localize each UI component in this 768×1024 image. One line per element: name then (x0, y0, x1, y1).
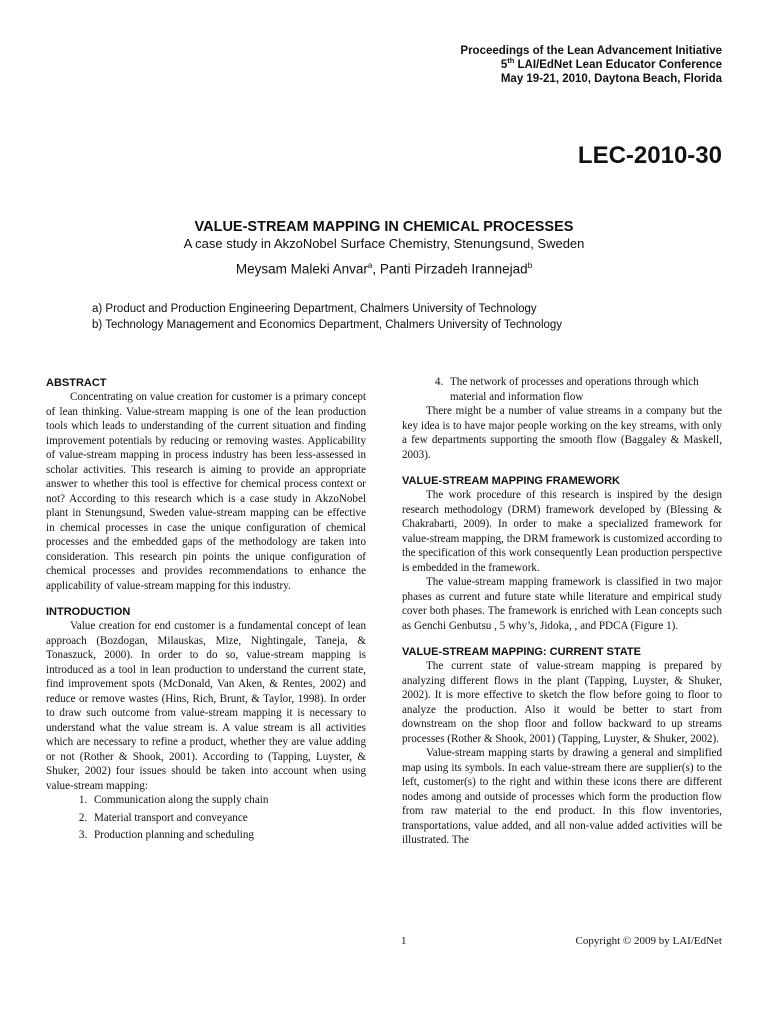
page-number: 1 (401, 935, 407, 947)
affiliations (92, 302, 562, 333)
authors (0, 261, 768, 277)
conference-header (302, 44, 722, 86)
affiliation-a: a) Product and Production Engineering Department, Chalmers University of Technology (92, 303, 537, 315)
title-block (0, 219, 768, 252)
author-1: Meysam Maleki Anvar (235, 261, 368, 277)
edition-suffix: th (507, 56, 515, 66)
edition-title: LAI/EdNet Lean Educator Conference (514, 59, 722, 71)
conference-edition (302, 58, 722, 72)
abstract-text: Concentrating on value creation for customer is a primary concept of lean thinking. Value-stream mapping is one of the lean production tools which leads to understanding of the current situation and finding improvement potentials by reducing or removing wastes. Applicability of value-stream mapping in process industry has been less-assessed in scholar activities. This research is aiming to provide an appropriate answer to whether this tool is effective for chemical process context or not? According to this research which is a case study in AkzoNobel plant in Stenungsund, Sweden value-stream mapping can be effective in chemical processes in case the unique configuration of chemical processes and the embedded gaps of the methodology are taken into consideration. This research pin points the unique configuration of chemical processes and provides recommendations to enhance the applicability of value-stream mapping for this industry. (46, 391, 366, 592)
introduction-heading: INTRODUCTION (46, 606, 131, 618)
current-state-paragraph-1: The current state of value-stream mapping is prepared by analyzing different flows in the plant (Tapping, Luyster, & Shuker, 2002). It is more effective to sketch the flow before going to floor to analyze the production. Also it would be better to start from downstream on the shop floor and follow backward to up streams processes (Rother & Shook, 2001) (Tapping, Luyster, & Shuker, 2002). (402, 660, 722, 745)
left-column (46, 376, 366, 846)
paper-title: VALUE-STREAM MAPPING IN CHEMICAL PROCESSES (194, 219, 574, 235)
abstract-heading: ABSTRACT (46, 377, 107, 389)
document-id: LEC-2010-30 (577, 142, 722, 169)
conference-name: Proceedings of the Lean Advancement Initiative (460, 45, 722, 57)
current-state-paragraph-2: Value-stream mapping starts by drawing a general and simplified map using its symbols. In each value-stream there are supplier(s) to the left, customer(s) to the right and within these icons there are different nodes among and outside of processes which form the production flow from raw material to the end product. In this flow inventories, transportations, value added, and all non-value added activities will be illustrated. The (402, 747, 722, 846)
list-item: 1. Communication along the supply chain (90, 793, 366, 808)
issues-list-continued (402, 375, 722, 404)
current-state-heading: VALUE-STREAM MAPPING: CURRENT STATE (402, 646, 641, 658)
edition-number: 5 (500, 59, 508, 71)
issues-list (46, 793, 366, 843)
author-separator: , (372, 261, 380, 277)
framework-paragraph-2: The value-stream mapping framework is classified in two major phases as current and future state while literature and empirical study cover both phases. The framework is enriched with Lean concepts such as Genchi Genbutsu , 5 why’s, Jidoka, , and PDCA (Figure 1). (402, 576, 722, 632)
conference-date-location: May 19-21, 2010, Daytona Beach, Florida (500, 73, 722, 85)
author-1-mark: a (367, 261, 373, 270)
list-item: 4. The network of processes and operations through which material and information flow (446, 375, 722, 404)
list-item: 3. Production planning and scheduling (90, 828, 366, 843)
list-item: 2. Material transport and conveyance (90, 811, 366, 826)
introduction-continuation: There might be a number of value streams in a company but the key idea is to have major people working on the key streams, with only a few departments supporting the smooth flow (Baggaley & Maskell, 2003). (402, 405, 722, 461)
author-2: Panti Pirzadeh Irannejad (379, 261, 528, 277)
right-column (402, 375, 722, 848)
affiliation-b: b) Technology Management and Economics Department, Chalmers University of Technology (92, 318, 563, 331)
author-2-mark: b (527, 261, 533, 270)
copyright-notice: Copyright © 2009 by LAI/EdNet (575, 935, 722, 947)
paper-subtitle: A case study in AkzoNobel Surface Chemistry, Stenungsund, Sweden (183, 236, 585, 251)
framework-heading: VALUE-STREAM MAPPING FRAMEWORK (402, 475, 620, 487)
introduction-text: Value creation for end customer is a fundamental concept of lean approach (Bozdogan, Milauskas, Mize, Nightingale, Taneja, & Tonaszuck, 2000). In order to do so, value-stream mapping is introduced as a tool in lean production to understand the current state, find improvement spots (McDonald, Van Aken, & Rentes, 2002) and reduce or remove wastes (Hins, Rich, Brunt, & Taylor, 1998). In order to draw such outcome from value-stream mapping it is necessary to understand what the value stream is. A value stream is all activities which are necessary to refine a product, whether they are value adding or not (Rother & Shook, 2001). According to (Tapping, Luyster, & Shuker, 2002) four issues should be taken into account when using value-stream mapping: (46, 620, 366, 792)
framework-paragraph-1: The work procedure of this research is inspired by the design research methodology (DRM) framework developed by (Blessing & Chakrabarti, 2009). In order to make a specialized framework for value-stream mapping, the DRM framework is customized according to the specification of this work consequently Lean production perspective is embedded in the framework. (402, 489, 722, 574)
